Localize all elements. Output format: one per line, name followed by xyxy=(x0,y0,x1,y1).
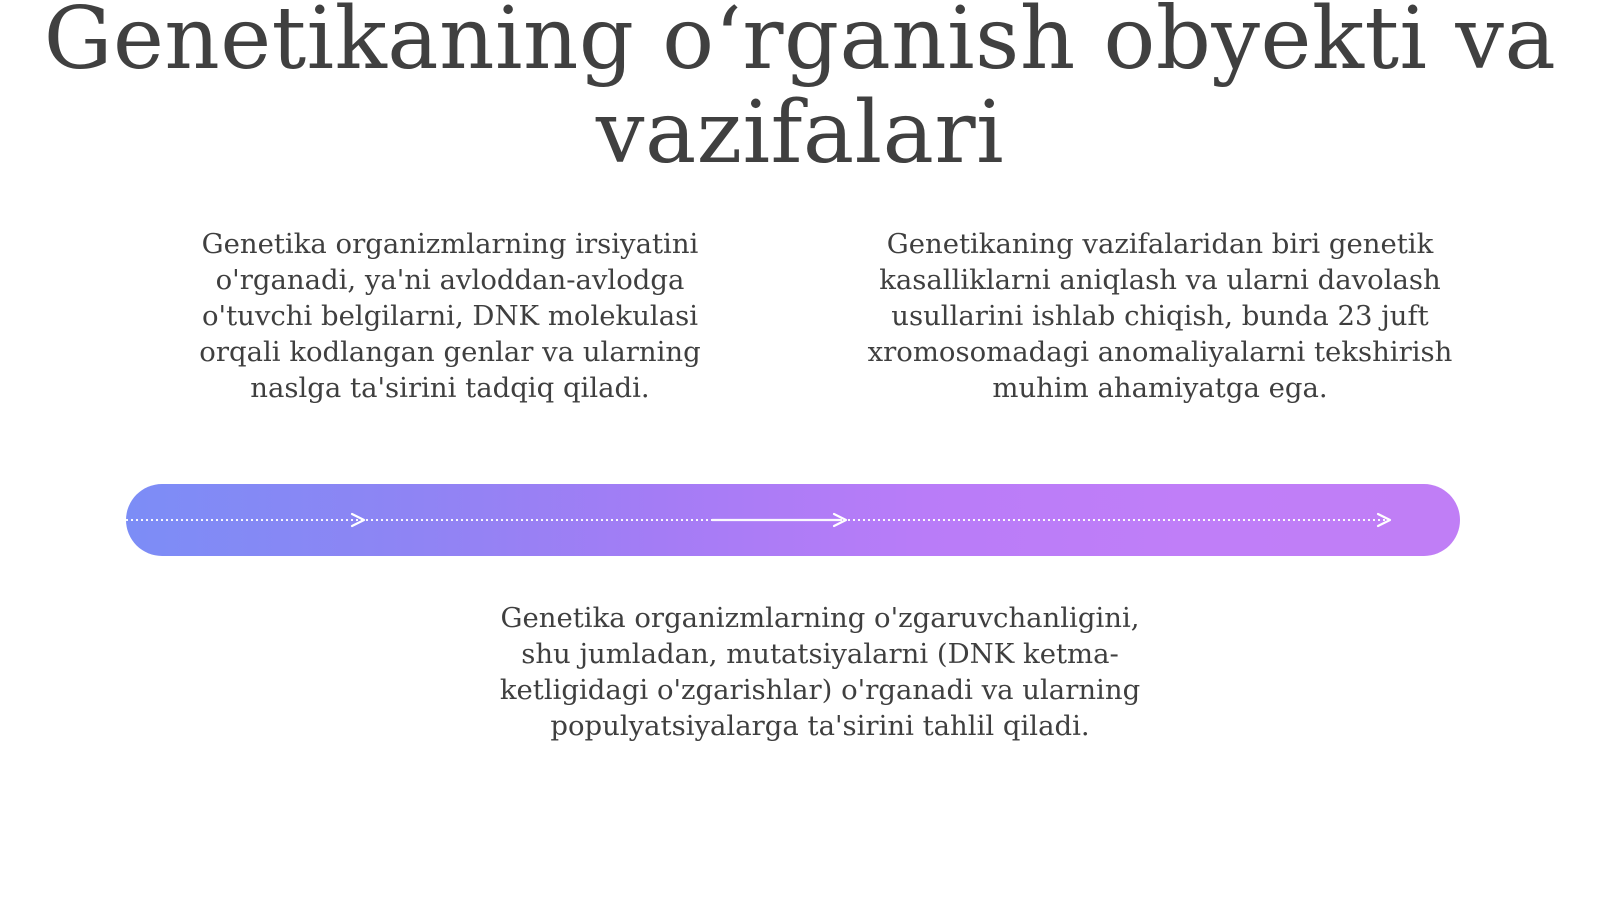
paragraph-heredity: Genetika organizmlarning irsiyatini o'rganadi, ya'ni avloddan-avlodga o'tuvchi belgilarni, DNK molekulasi orqali kodlangan genlar va ularning naslga ta'sirini tadqiq qiladi. xyxy=(199,228,701,404)
paragraph-genetic-diseases: Genetikaning vazifalaridan biri genetik kasalliklarni aniqlash va ularni davolash usullarini ishlab chiqish, bunda 23 juft xromosomadagi anomaliyalarni tekshirish muhim ahamiyatga ega. xyxy=(867,228,1453,404)
slide-title: Genetikaning o‘rganish obyekti va vazifalari xyxy=(43,0,1557,183)
timeline-arrows xyxy=(126,484,1460,556)
timeline-bar xyxy=(126,484,1460,556)
paragraph-variation: Genetika organizmlarning o'zgaruvchanligini, shu jumladan, mutatsiyalarni (DNK ketma-ketligidagi o'zgarishlar) o'rganadi va ularning populyatsiyalarga ta'sirini tahlil qiladi. xyxy=(499,602,1141,742)
